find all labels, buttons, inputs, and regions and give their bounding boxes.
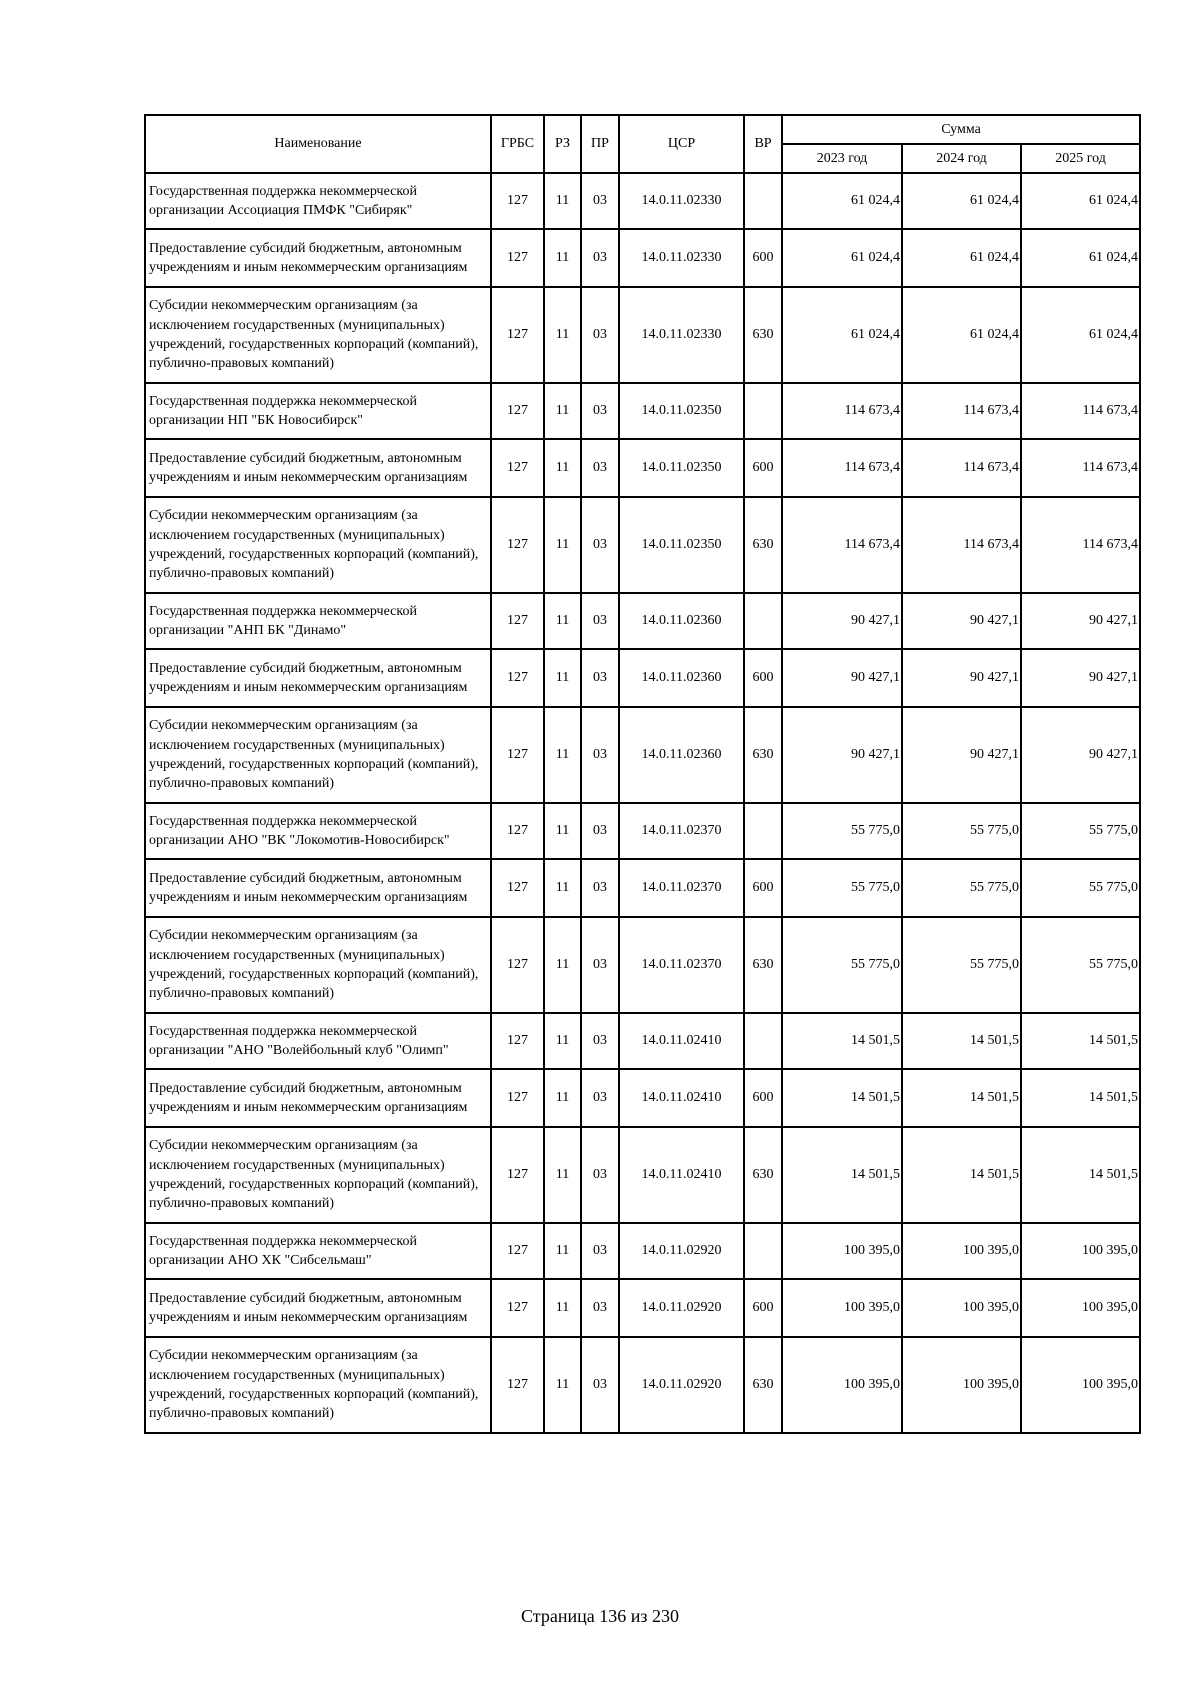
- cell-csr: 14.0.11.02920: [619, 1337, 744, 1433]
- cell-2024: 61 024,4: [902, 287, 1021, 383]
- cell-2023: 114 673,4: [782, 497, 902, 593]
- cell-2024: 90 427,1: [902, 649, 1021, 707]
- cell-name: Предоставление субсидий бюджетным, автономным учреждениям и иным некоммерческим организациям: [145, 439, 491, 497]
- cell-grbs: 127: [491, 497, 544, 593]
- cell-rz: 11: [544, 173, 581, 229]
- table-row: [145, 917, 1140, 1013]
- cell-2023: 90 427,1: [782, 649, 902, 707]
- cell-pr: 03: [581, 649, 619, 707]
- header-csr: ЦСР: [619, 115, 744, 173]
- cell-2023: 100 395,0: [782, 1223, 902, 1279]
- cell-pr: 03: [581, 439, 619, 497]
- cell-2024: 90 427,1: [902, 707, 1021, 803]
- cell-2024: 61 024,4: [902, 173, 1021, 229]
- cell-2025: 55 775,0: [1021, 917, 1140, 1013]
- table-row: [145, 707, 1140, 803]
- cell-vr: 600: [744, 439, 782, 497]
- cell-2025: 90 427,1: [1021, 649, 1140, 707]
- table-row: [145, 1013, 1140, 1069]
- cell-rz: 11: [544, 803, 581, 859]
- cell-rz: 11: [544, 1279, 581, 1337]
- cell-csr: 14.0.11.02410: [619, 1127, 744, 1223]
- cell-grbs: 127: [491, 1013, 544, 1069]
- cell-pr: 03: [581, 1069, 619, 1127]
- cell-name: Предоставление субсидий бюджетным, автономным учреждениям и иным некоммерческим организациям: [145, 859, 491, 917]
- cell-pr: 03: [581, 803, 619, 859]
- cell-pr: 03: [581, 1279, 619, 1337]
- cell-name: Предоставление субсидий бюджетным, автономным учреждениям и иным некоммерческим организациям: [145, 649, 491, 707]
- cell-grbs: 127: [491, 1337, 544, 1433]
- cell-grbs: 127: [491, 803, 544, 859]
- cell-2024: 100 395,0: [902, 1337, 1021, 1433]
- cell-2025: 14 501,5: [1021, 1069, 1140, 1127]
- table-row: [145, 803, 1140, 859]
- cell-vr: [744, 1223, 782, 1279]
- cell-2024: 55 775,0: [902, 917, 1021, 1013]
- cell-pr: 03: [581, 1337, 619, 1433]
- cell-grbs: 127: [491, 287, 544, 383]
- cell-2025: 14 501,5: [1021, 1013, 1140, 1069]
- cell-2023: 61 024,4: [782, 287, 902, 383]
- cell-grbs: 127: [491, 707, 544, 803]
- table-row: [145, 1279, 1140, 1337]
- cell-csr: 14.0.11.02370: [619, 917, 744, 1013]
- cell-csr: 14.0.11.02370: [619, 859, 744, 917]
- budget-table: [144, 114, 1141, 1434]
- table-row: [145, 1127, 1140, 1223]
- cell-pr: 03: [581, 593, 619, 649]
- cell-2024: 14 501,5: [902, 1127, 1021, 1223]
- header-vr: ВР: [744, 115, 782, 173]
- cell-2024: 55 775,0: [902, 859, 1021, 917]
- table-row: [145, 649, 1140, 707]
- table-row: [145, 1337, 1140, 1433]
- cell-2024: 114 673,4: [902, 497, 1021, 593]
- cell-grbs: 127: [491, 859, 544, 917]
- cell-2025: 114 673,4: [1021, 497, 1140, 593]
- cell-rz: 11: [544, 917, 581, 1013]
- cell-name: Субсидии некоммерческим организациям (за исключением государственных (муниципальных) учреждений, государственных корпораций (компаний), публично-правовых компаний): [145, 497, 491, 593]
- cell-grbs: 127: [491, 593, 544, 649]
- cell-rz: 11: [544, 439, 581, 497]
- cell-name: Субсидии некоммерческим организациям (за исключением государственных (муниципальных) учреждений, государственных корпораций (компаний), публично-правовых компаний): [145, 1337, 491, 1433]
- cell-pr: 03: [581, 229, 619, 287]
- cell-grbs: 127: [491, 649, 544, 707]
- cell-2023: 114 673,4: [782, 439, 902, 497]
- cell-csr: 14.0.11.02350: [619, 439, 744, 497]
- cell-2025: 90 427,1: [1021, 593, 1140, 649]
- cell-rz: 11: [544, 1069, 581, 1127]
- cell-pr: 03: [581, 859, 619, 917]
- cell-2024: 114 673,4: [902, 439, 1021, 497]
- cell-rz: 11: [544, 859, 581, 917]
- header-2023: 2023 год: [782, 144, 902, 173]
- cell-csr: 14.0.11.02410: [619, 1013, 744, 1069]
- cell-2024: 14 501,5: [902, 1069, 1021, 1127]
- cell-name: Субсидии некоммерческим организациям (за исключением государственных (муниципальных) учреждений, государственных корпораций (компаний), публично-правовых компаний): [145, 1127, 491, 1223]
- cell-name: Предоставление субсидий бюджетным, автономным учреждениям и иным некоммерческим организациям: [145, 1279, 491, 1337]
- table-row: [145, 229, 1140, 287]
- cell-2023: 14 501,5: [782, 1013, 902, 1069]
- table-row: [145, 859, 1140, 917]
- cell-rz: 11: [544, 497, 581, 593]
- table-row: [145, 173, 1140, 229]
- table-row: [145, 439, 1140, 497]
- cell-2024: 114 673,4: [902, 383, 1021, 439]
- cell-grbs: 127: [491, 1279, 544, 1337]
- page-number: Страница 136 из 230: [521, 1606, 679, 1626]
- cell-2025: 114 673,4: [1021, 439, 1140, 497]
- cell-grbs: 127: [491, 1223, 544, 1279]
- header-2024: 2024 год: [902, 144, 1021, 173]
- cell-2024: 55 775,0: [902, 803, 1021, 859]
- cell-vr: 600: [744, 859, 782, 917]
- cell-rz: 11: [544, 649, 581, 707]
- cell-grbs: 127: [491, 1127, 544, 1223]
- cell-csr: 14.0.11.02330: [619, 229, 744, 287]
- cell-2023: 61 024,4: [782, 229, 902, 287]
- header-2025: 2025 год: [1021, 144, 1140, 173]
- cell-2024: 90 427,1: [902, 593, 1021, 649]
- cell-csr: 14.0.11.02410: [619, 1069, 744, 1127]
- cell-name: Предоставление субсидий бюджетным, автономным учреждениям и иным некоммерческим организациям: [145, 229, 491, 287]
- cell-2023: 14 501,5: [782, 1069, 902, 1127]
- cell-pr: 03: [581, 1127, 619, 1223]
- table-row: [145, 383, 1140, 439]
- cell-csr: 14.0.11.02370: [619, 803, 744, 859]
- cell-2023: 100 395,0: [782, 1337, 902, 1433]
- cell-name: Субсидии некоммерческим организациям (за исключением государственных (муниципальных) учреждений, государственных корпораций (компаний), публично-правовых компаний): [145, 287, 491, 383]
- cell-csr: 14.0.11.02350: [619, 383, 744, 439]
- cell-csr: 14.0.11.02330: [619, 287, 744, 383]
- cell-2025: 100 395,0: [1021, 1279, 1140, 1337]
- cell-csr: 14.0.11.02360: [619, 593, 744, 649]
- header-rz: РЗ: [544, 115, 581, 173]
- table-body: [145, 173, 1140, 1433]
- cell-2025: 90 427,1: [1021, 707, 1140, 803]
- cell-pr: 03: [581, 1223, 619, 1279]
- cell-2025: 55 775,0: [1021, 803, 1140, 859]
- cell-2024: 100 395,0: [902, 1223, 1021, 1279]
- header-row-1: [145, 115, 1140, 144]
- cell-csr: 14.0.11.02360: [619, 649, 744, 707]
- cell-pr: 03: [581, 497, 619, 593]
- cell-rz: 11: [544, 1127, 581, 1223]
- cell-vr: 630: [744, 1337, 782, 1433]
- cell-vr: [744, 383, 782, 439]
- cell-2024: 14 501,5: [902, 1013, 1021, 1069]
- table-row: [145, 287, 1140, 383]
- cell-2023: 90 427,1: [782, 593, 902, 649]
- cell-csr: 14.0.11.02350: [619, 497, 744, 593]
- cell-name: Государственная поддержка некоммерческой организации АНО "ВК "Локомотив-Новосибирск": [145, 803, 491, 859]
- cell-rz: 11: [544, 593, 581, 649]
- table-row: [145, 1069, 1140, 1127]
- cell-2023: 55 775,0: [782, 917, 902, 1013]
- cell-name: Предоставление субсидий бюджетным, автономным учреждениям и иным некоммерческим организациям: [145, 1069, 491, 1127]
- cell-2025: 61 024,4: [1021, 173, 1140, 229]
- cell-vr: 600: [744, 229, 782, 287]
- cell-pr: 03: [581, 917, 619, 1013]
- cell-vr: [744, 593, 782, 649]
- header-pr: ПР: [581, 115, 619, 173]
- cell-rz: 11: [544, 287, 581, 383]
- cell-rz: 11: [544, 707, 581, 803]
- cell-2025: 114 673,4: [1021, 383, 1140, 439]
- cell-vr: 600: [744, 1279, 782, 1337]
- cell-vr: [744, 803, 782, 859]
- cell-grbs: 127: [491, 229, 544, 287]
- cell-name: Государственная поддержка некоммерческой организации АНО ХК "Сибсельмаш": [145, 1223, 491, 1279]
- cell-csr: 14.0.11.02920: [619, 1279, 744, 1337]
- table-header: [145, 115, 1140, 173]
- table-row: [145, 497, 1140, 593]
- cell-name: Государственная поддержка некоммерческой организации НП "БК Новосибирск": [145, 383, 491, 439]
- cell-2024: 100 395,0: [902, 1279, 1021, 1337]
- cell-csr: 14.0.11.02330: [619, 173, 744, 229]
- cell-rz: 11: [544, 383, 581, 439]
- cell-pr: 03: [581, 383, 619, 439]
- cell-2023: 100 395,0: [782, 1279, 902, 1337]
- cell-2023: 90 427,1: [782, 707, 902, 803]
- cell-grbs: 127: [491, 173, 544, 229]
- cell-2025: 100 395,0: [1021, 1337, 1140, 1433]
- cell-2025: 14 501,5: [1021, 1127, 1140, 1223]
- cell-rz: 11: [544, 1337, 581, 1433]
- cell-vr: [744, 173, 782, 229]
- cell-vr: [744, 1013, 782, 1069]
- cell-name: Государственная поддержка некоммерческой организации Ассоциация ПМФК "Сибиряк": [145, 173, 491, 229]
- cell-grbs: 127: [491, 439, 544, 497]
- cell-2023: 61 024,4: [782, 173, 902, 229]
- cell-vr: 630: [744, 707, 782, 803]
- cell-2023: 55 775,0: [782, 803, 902, 859]
- table-row: [145, 593, 1140, 649]
- cell-csr: 14.0.11.02920: [619, 1223, 744, 1279]
- cell-2023: 114 673,4: [782, 383, 902, 439]
- cell-csr: 14.0.11.02360: [619, 707, 744, 803]
- header-name: Наименование: [145, 115, 491, 173]
- cell-name: Государственная поддержка некоммерческой организации "АНО "Волейбольный клуб "Олимп": [145, 1013, 491, 1069]
- header-grbs: ГРБС: [491, 115, 544, 173]
- cell-rz: 11: [544, 1013, 581, 1069]
- cell-2025: 100 395,0: [1021, 1223, 1140, 1279]
- cell-grbs: 127: [491, 383, 544, 439]
- cell-grbs: 127: [491, 1069, 544, 1127]
- cell-2025: 61 024,4: [1021, 229, 1140, 287]
- cell-2023: 55 775,0: [782, 859, 902, 917]
- cell-name: Субсидии некоммерческим организациям (за исключением государственных (муниципальных) учреждений, государственных корпораций (компаний), публично-правовых компаний): [145, 917, 491, 1013]
- cell-name: Субсидии некоммерческим организациям (за исключением государственных (муниципальных) учреждений, государственных корпораций (компаний), публично-правовых компаний): [145, 707, 491, 803]
- cell-vr: 630: [744, 497, 782, 593]
- cell-name: Государственная поддержка некоммерческой организации "АНП БК "Динамо": [145, 593, 491, 649]
- cell-pr: 03: [581, 1013, 619, 1069]
- cell-pr: 03: [581, 707, 619, 803]
- cell-vr: 600: [744, 649, 782, 707]
- cell-vr: 600: [744, 1069, 782, 1127]
- table-row: [145, 1223, 1140, 1279]
- cell-2024: 61 024,4: [902, 229, 1021, 287]
- cell-pr: 03: [581, 287, 619, 383]
- cell-2025: 55 775,0: [1021, 859, 1140, 917]
- cell-rz: 11: [544, 229, 581, 287]
- cell-2025: 61 024,4: [1021, 287, 1140, 383]
- cell-pr: 03: [581, 173, 619, 229]
- cell-rz: 11: [544, 1223, 581, 1279]
- cell-grbs: 127: [491, 917, 544, 1013]
- cell-vr: 630: [744, 287, 782, 383]
- cell-2023: 14 501,5: [782, 1127, 902, 1223]
- cell-vr: 630: [744, 917, 782, 1013]
- cell-vr: 630: [744, 1127, 782, 1223]
- header-sum: Сумма: [782, 115, 1140, 144]
